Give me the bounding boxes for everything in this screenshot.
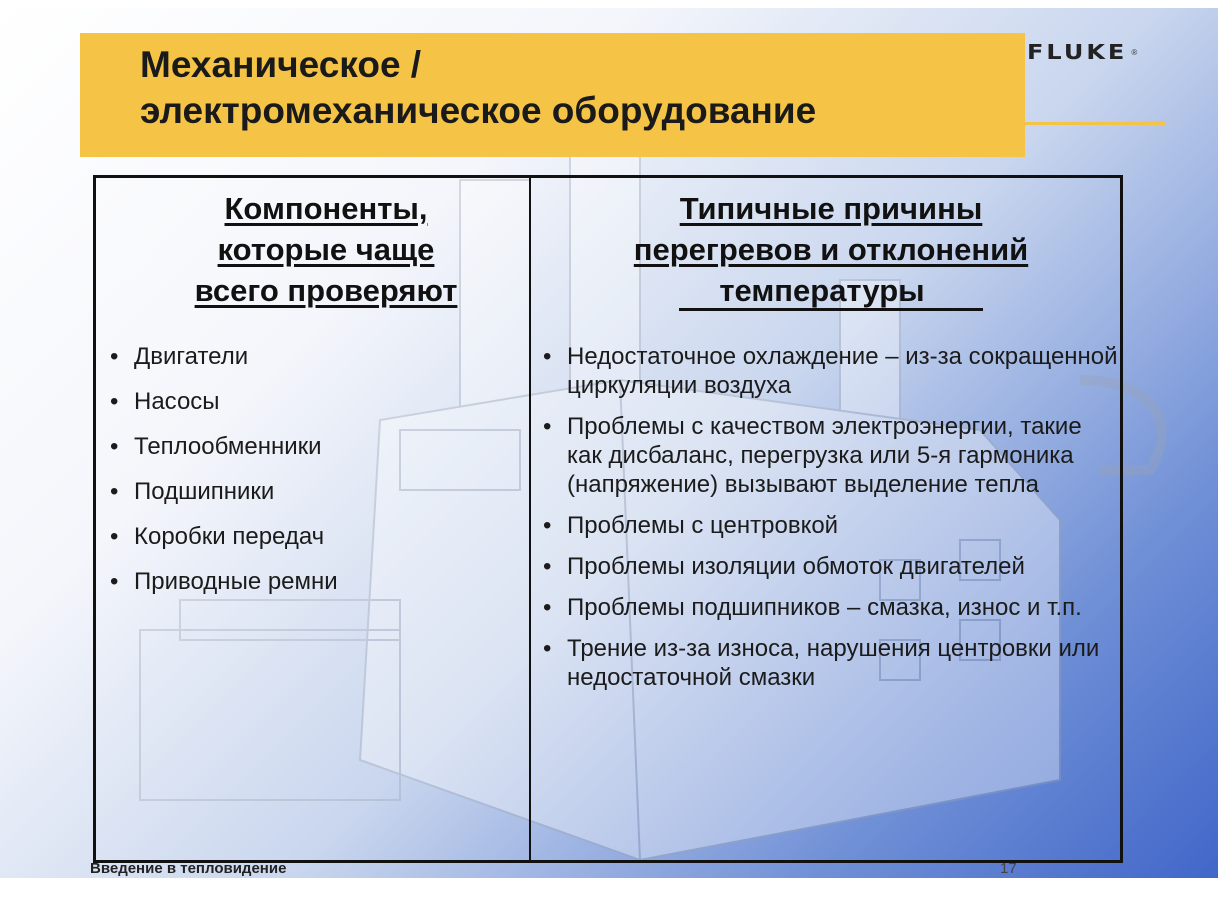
components-list	[106, 342, 516, 612]
registered-mark: ®	[1131, 47, 1138, 57]
slide-title-line-1: Механическое /	[140, 44, 422, 85]
causes-list	[539, 342, 1119, 704]
list-item: • Коробки передач	[106, 522, 516, 551]
list-item: • Приводные ремни	[106, 567, 516, 596]
left-heading-line-3: всего проверяют	[194, 273, 458, 308]
right-heading-line-3: температуры	[679, 274, 982, 311]
list-item: • Насосы	[106, 387, 516, 416]
list-item: • Недостаточное охлаждение – из-за сокращенной циркуляции воздуха	[539, 342, 1119, 400]
list-item: • Трение из-за износа, нарушения центровки или недостаточной смазки	[539, 634, 1119, 692]
right-heading-line-2: перегревов и отклонений	[633, 232, 1029, 267]
left-heading-line-2: которые чаще	[217, 232, 435, 267]
right-heading-line-1: Типичные причины	[679, 191, 983, 226]
list-item: • Проблемы с центровкой	[539, 511, 1119, 540]
slide-title-line-2: электромеханическое оборудование	[140, 90, 817, 131]
list-item: • Подшипники	[106, 477, 516, 506]
comparison-table	[93, 175, 1123, 863]
list-item: • Двигатели	[106, 342, 516, 371]
slide-title	[140, 42, 816, 134]
list-item: • Проблемы изоляции обмоток двигателей	[539, 552, 1119, 581]
slide-number: 17	[1000, 860, 1017, 877]
right-column-heading	[566, 188, 1096, 311]
bottom-margin	[0, 878, 1218, 904]
list-item: • Проблемы с качеством электроэнергии, такие как дисбаланс, перегрузка или 5-я гармоника (напряжение) вызывают выделение тепла	[539, 412, 1119, 499]
fluke-logo-text: FLUKE	[1027, 40, 1128, 64]
list-item: • Проблемы подшипников – смазка, износ и т.п.	[539, 593, 1119, 622]
column-divider	[529, 178, 531, 860]
title-band-accent-line	[1025, 122, 1165, 125]
left-column-heading	[136, 188, 516, 311]
left-heading-line-1: Компоненты,	[224, 191, 428, 226]
footer-title: Введение в тепловидение	[90, 860, 287, 877]
list-item: • Теплообменники	[106, 432, 516, 461]
fluke-logo	[1027, 30, 1212, 74]
